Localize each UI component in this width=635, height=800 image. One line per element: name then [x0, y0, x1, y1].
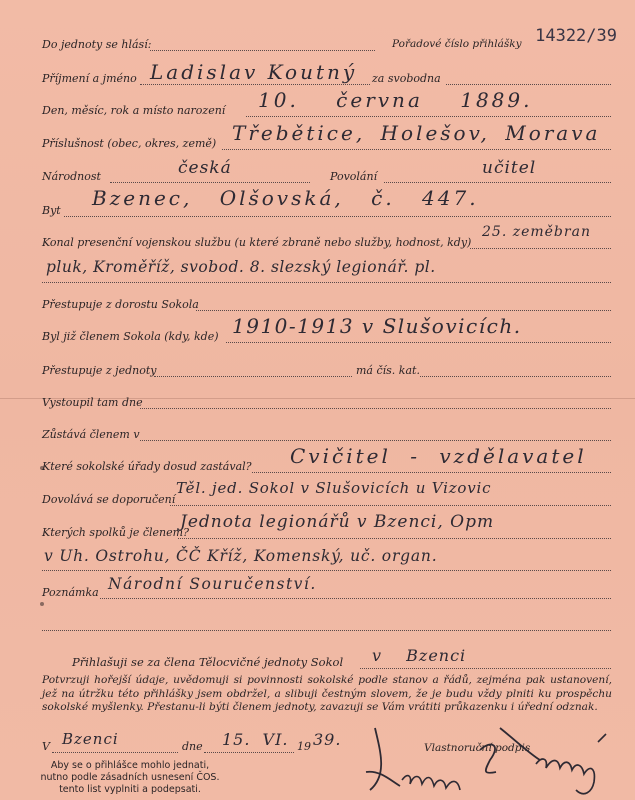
domicile-value: Třebětice, Holešov, Morava	[232, 121, 601, 145]
signature-label: Vlastnoruční podpis	[424, 742, 531, 754]
registration-number: 14322/39	[535, 26, 617, 46]
birth-line	[246, 116, 611, 117]
date-label: dne	[182, 740, 203, 753]
place-value: Bzenci	[62, 730, 119, 748]
remark-line	[100, 598, 611, 599]
footer-note: Aby se o přihlášce mohlo jednati, nutno podle zásadních usnesení ČOS. tento list vyplniti a podepsati.	[40, 760, 220, 795]
occupation-value: učitel	[482, 158, 537, 178]
unit-label: Do jednoty se hlásí:	[42, 38, 152, 51]
birth-label: Den, měsíc, rok a místo narození	[42, 104, 226, 117]
unit-line	[150, 50, 375, 51]
was-member-value: 1910-1913 v Slušovicích.	[232, 314, 522, 338]
offices-value: Cvičitel - vzdělavatel	[290, 444, 587, 468]
handwritten-signature	[340, 720, 630, 800]
maiden-name-line	[446, 84, 611, 85]
name-label: Příjmení a jméno	[42, 72, 137, 85]
place-line	[52, 752, 178, 753]
card-number-label: má čís. kat.	[356, 364, 420, 377]
clubs-label: Kterých spolků je členem?	[42, 526, 189, 539]
year-prefix: 19	[297, 740, 311, 753]
was-member-label: Byl již členem Sokola (kdy, kde)	[42, 330, 219, 343]
nationality-label: Národnost	[42, 170, 101, 183]
remark-label: Poznámka	[42, 586, 99, 599]
was-member-line	[226, 342, 611, 343]
blank-line	[42, 630, 611, 631]
remains-label: Zůstává členem v	[42, 428, 140, 441]
clubs-value-1: Jednota legionářů v Bzenci, Opm	[180, 512, 495, 532]
transfer-label: Přestupuje z jednoty	[42, 364, 157, 377]
birth-value: 10. června 1889.	[258, 88, 533, 112]
service-label: Konal presenční vojenskou službu (u které zbraně nebo služby, hodnost, kdy)	[42, 236, 472, 249]
declaration-text: Potvrzuji hořejší údaje, uvědomuji si povinnosti sokolské podle stanov a řádů, zejména pak ustanovení, jež na útržku této přihlášky jsem obdržel, a slibuji čestným slovem, že je budu vždy plniti ku prospěchu sokolské myšlenky. Přestanu-li býti členem jednoty, zavazuji se Vám vrátiti průkazenku i úřední odznak.	[42, 674, 612, 713]
address-line	[64, 216, 611, 217]
service-continuation-line	[42, 282, 611, 283]
clubs-value-2: v Uh. Ostrohu, ČČ Kříž, Komenský, uč. organ.	[44, 547, 438, 565]
year-value: 39.	[313, 730, 342, 749]
remark-value: Národní Souručenství.	[108, 575, 317, 593]
nationality-line	[110, 182, 310, 183]
card-number-line	[420, 376, 611, 377]
clubs-line	[178, 538, 611, 539]
apply-line	[360, 668, 611, 669]
date-value: 15. VI.	[222, 730, 289, 749]
occupation-label: Povolání	[330, 170, 378, 183]
domicile-label: Příslušnost (obec, okres, země)	[42, 137, 217, 150]
left-line	[140, 408, 611, 409]
recommended-label: Dovolává se doporučení	[42, 493, 176, 506]
offices-label: Které sokolské úřady dosud zastával?	[42, 460, 252, 473]
nationality-value: česká	[178, 158, 232, 178]
service-line	[470, 248, 611, 249]
address-label: Byt	[42, 204, 61, 217]
from-youth-line	[196, 310, 611, 311]
order-number-label: Pořadové číslo přihlášky	[392, 38, 522, 50]
from-youth-label: Přestupuje z dorostu Sokola	[42, 298, 199, 311]
place-prefix: V	[42, 740, 50, 753]
apply-place: v Bzenci	[372, 646, 467, 665]
transfer-line	[154, 376, 352, 377]
left-label: Vystoupil tam dne	[42, 396, 143, 409]
date-line	[204, 752, 294, 753]
maiden-name-label: za svobodna	[372, 72, 441, 85]
service-value-2: pluk, Kroměříž, svobod. 8. slezský legionář. pl.	[46, 258, 436, 276]
address-value: Bzenec, Olšovská, č. 447.	[92, 186, 479, 210]
recommended-line	[170, 505, 611, 506]
name-line	[140, 84, 370, 85]
service-value-1: 25. zeměbran	[482, 224, 591, 240]
name-value: Ladislav Koutný	[150, 60, 358, 84]
recommended-value: Těl. jed. Sokol v Slušovicích u Vizovic	[176, 479, 492, 497]
clubs-continuation-line	[42, 570, 611, 571]
occupation-line	[384, 182, 611, 183]
apply-text: Přihlašuji se za člena Tělocvičné jednoty Sokol	[72, 655, 344, 669]
punch-hole	[40, 602, 44, 606]
remains-line	[140, 440, 611, 441]
offices-line	[252, 472, 611, 473]
domicile-line	[222, 149, 611, 150]
